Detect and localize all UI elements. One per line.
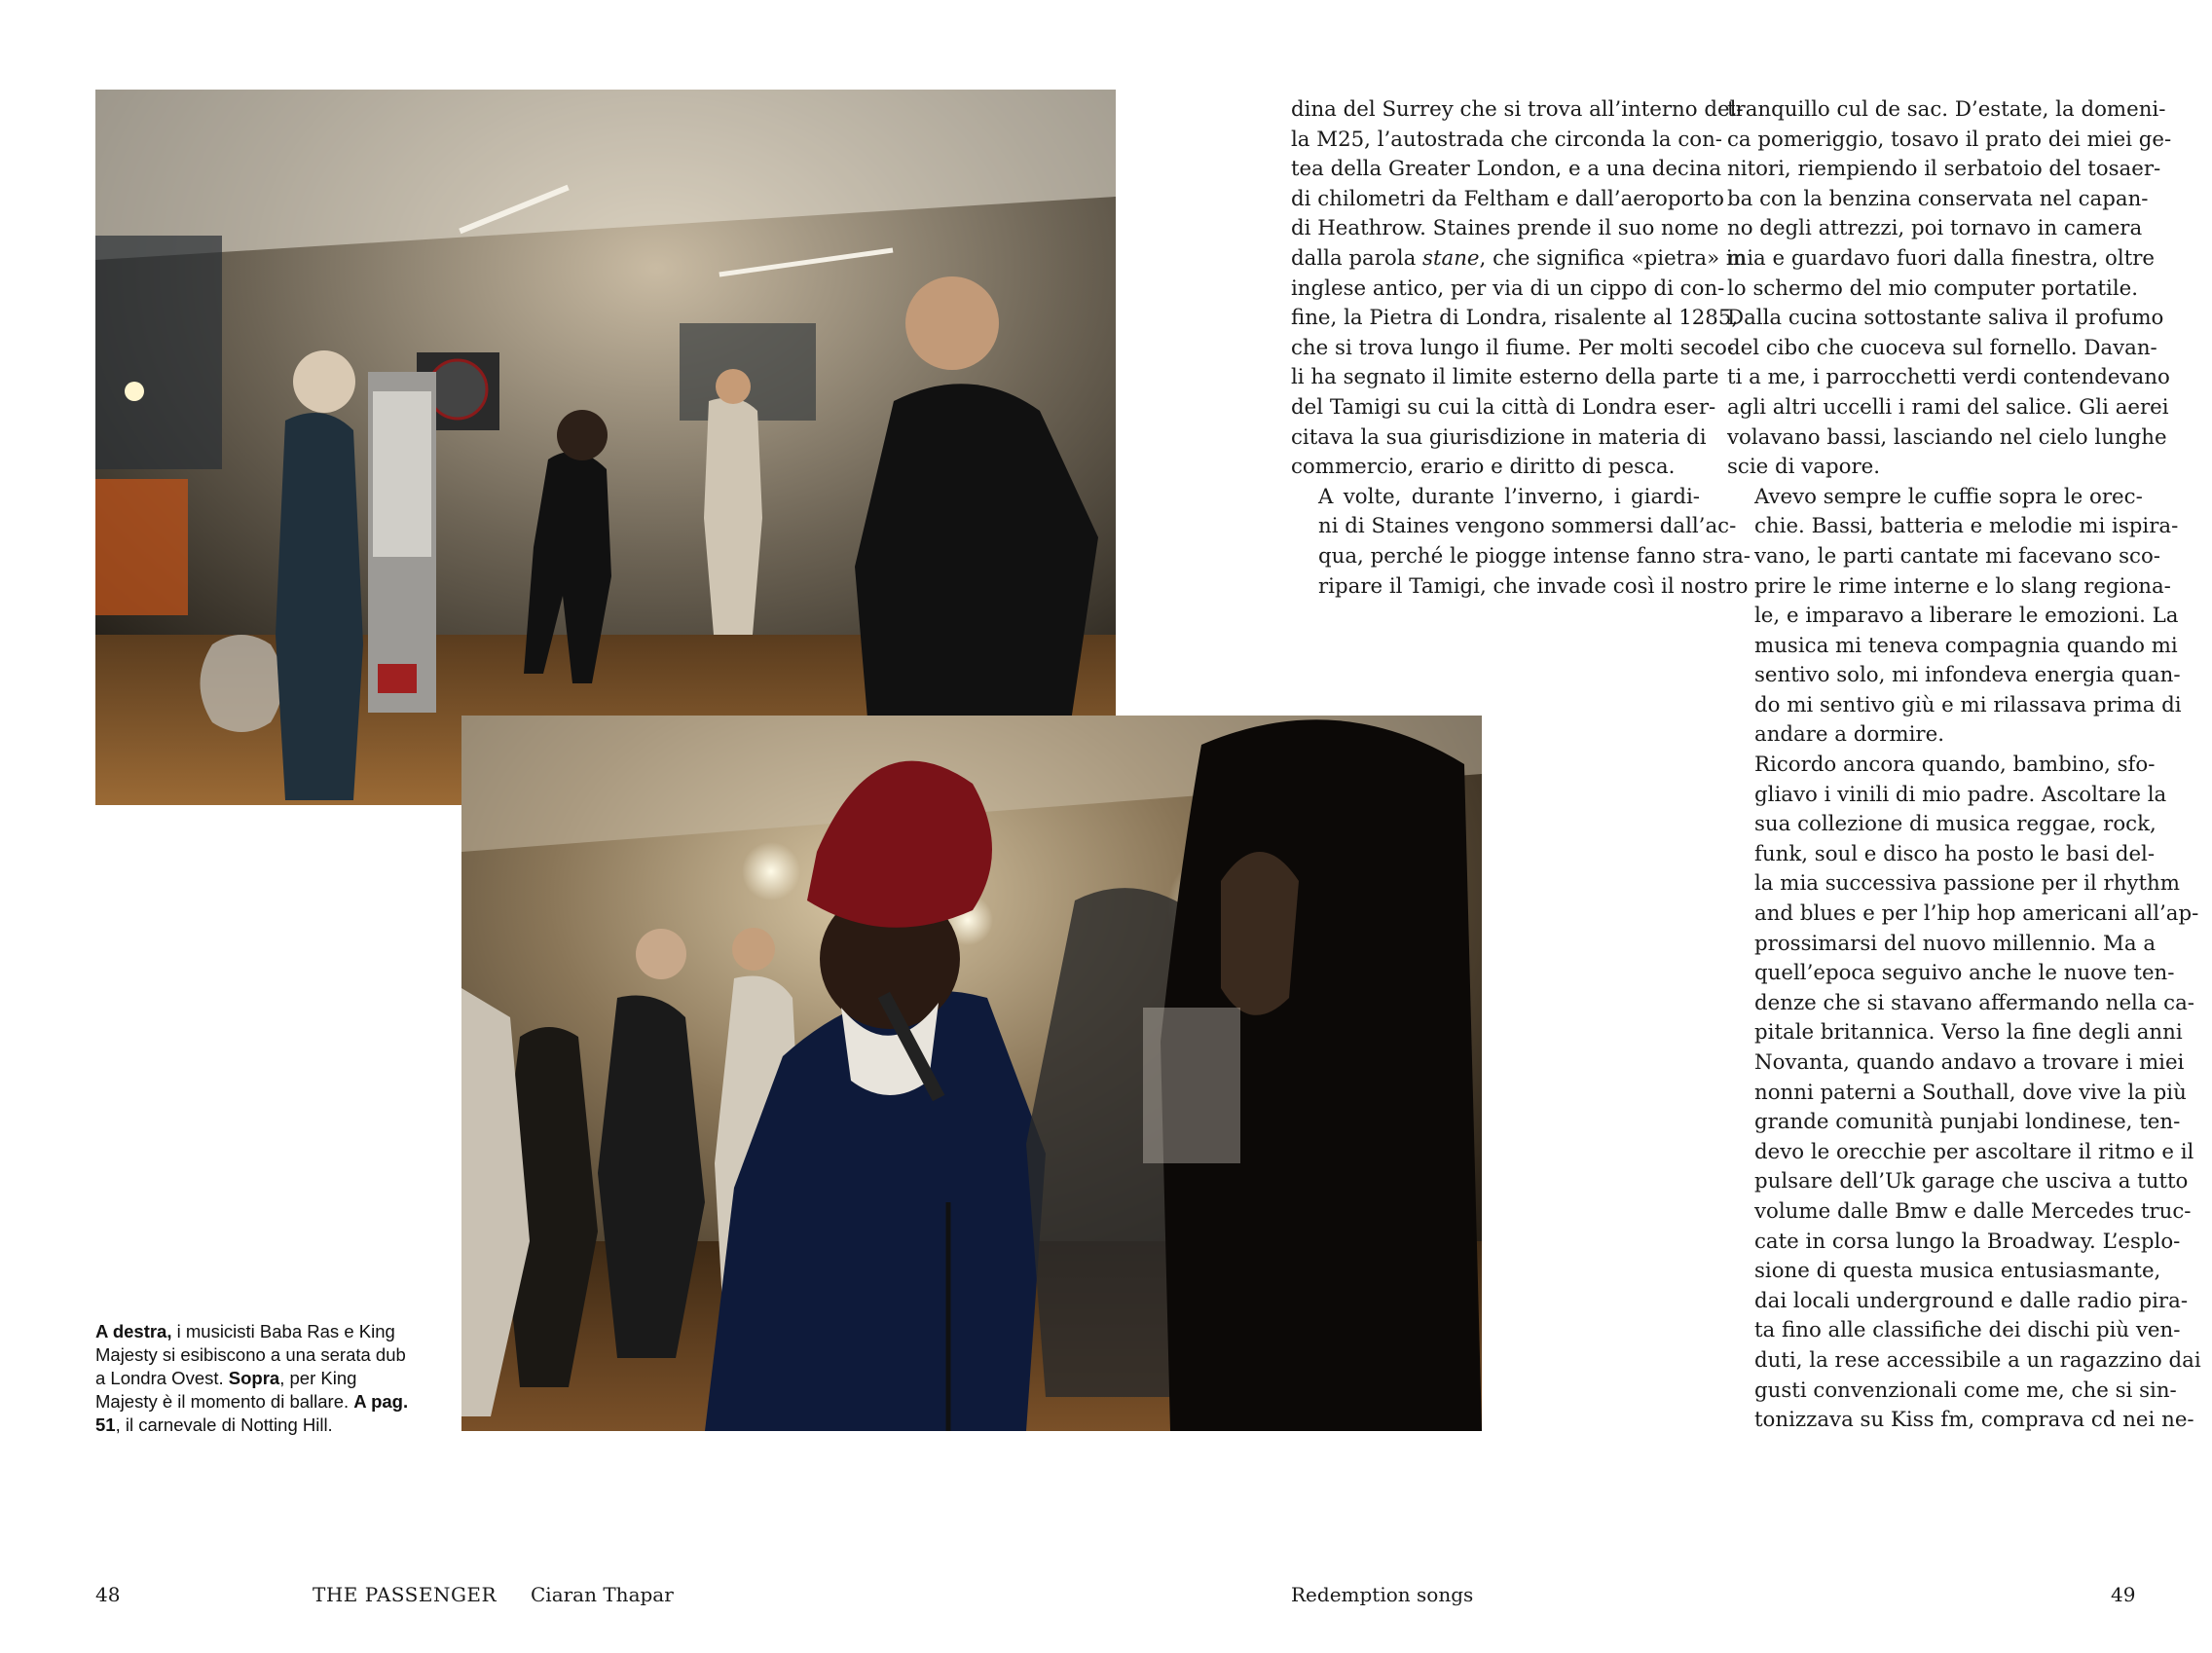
- text-line: che si trova lungo il fiume. Per molti seco-: [1291, 335, 1735, 360]
- text-line: pulsare dell’Uk garage che usciva a tutto: [1754, 1169, 2189, 1194]
- text-line: mia e guardavo fuori dalla finestra, oltre: [1727, 245, 2156, 271]
- text-line: vano, le parti cantate mi facevano sco-: [1754, 543, 2160, 569]
- text-line: dalla parola stane, che significa «pietra» in: [1291, 245, 1747, 271]
- caption-lead-above: Sopra: [228, 1368, 280, 1388]
- paragraph: [1291, 95, 1747, 483]
- text-line: ca pomeriggio, tosavo il prato dei miei ge-: [1727, 127, 2172, 152]
- text-line: commercio, erario e diritto di pesca.: [1291, 455, 1676, 480]
- caption-lead-right: A destra,: [95, 1321, 172, 1341]
- text-line: citava la sua giurisdizione in materia di: [1291, 424, 1707, 450]
- author-name: Ciaran Thapar: [531, 1583, 674, 1606]
- text-line: devo le orecchie per ascoltare il ritmo e il: [1754, 1139, 2194, 1164]
- text-line: quell’epoca seguivo anche le nuove ten-: [1754, 961, 2175, 986]
- text-line: prossimarsi del nuovo millennio. Ma a: [1754, 931, 2157, 956]
- text-line: le, e imparavo a liberare le emozioni. La: [1754, 604, 2179, 629]
- text-line: tranquillo cul de sac. D’estate, la domeni-: [1727, 97, 2166, 122]
- text-line: scie di vapore.: [1727, 455, 1880, 480]
- text-line: do mi sentivo giù e mi rilassava prima di: [1754, 692, 2182, 717]
- photo-singer-image: [461, 716, 1482, 1431]
- text-line: duti, la rese accessibile a un ragazzino dai: [1754, 1347, 2201, 1373]
- text-line: sentivo solo, mi infondeva energia quan-: [1754, 663, 2181, 688]
- magazine-name: THE PASSENGER: [313, 1583, 498, 1606]
- paragraph: [1291, 483, 1751, 602]
- text-line: chie. Bassi, batteria e melodie mi ispira-: [1754, 514, 2179, 539]
- caption-lead-page: A pag. 51: [95, 1391, 409, 1435]
- text-column-2: [1727, 95, 2201, 1436]
- text-line: la M25, l’autostrada che circonda la con-: [1291, 127, 1723, 152]
- text-line: ni di Staines vengono sommersi dall’ac-: [1318, 514, 1737, 539]
- text-line: cate in corsa lungo la Broadway. L’esplo-: [1754, 1229, 2181, 1254]
- text-line: sua collezione di musica reggae, rock,: [1754, 812, 2157, 837]
- page-number-right: 49: [2111, 1583, 2136, 1606]
- text-line: del cibo che cuoceva sul fornello. Davan-: [1727, 335, 2157, 360]
- text-line: li ha segnato il limite esterno della parte: [1291, 365, 1719, 390]
- paragraph: [1727, 751, 2201, 1436]
- text-line: la mia successiva passione per il rhythm: [1754, 871, 2180, 897]
- text-line: grande comunità punjabi londinese, ten-: [1754, 1110, 2181, 1135]
- text-line: lo schermo del mio computer portatile.: [1727, 276, 2138, 301]
- text-line: Novanta, quando andavo a trovare i miei: [1754, 1050, 2185, 1075]
- article-title: Redemption songs: [1291, 1583, 1474, 1606]
- text-line: musica mi teneva compagnia quando mi: [1754, 633, 2178, 658]
- text-line: gusti convenzionali come me, che si sin-: [1754, 1378, 2177, 1403]
- photo-dance-hall: [95, 90, 1116, 805]
- text-line: ba con la benzina conservata nel capan-: [1727, 186, 2149, 211]
- text-line: tonizzava su Kiss fm, comprava cd nei ne-: [1754, 1408, 2194, 1433]
- paragraph: [1727, 95, 2172, 483]
- photo-dance-hall-image: [95, 90, 1116, 805]
- text-column-1: [1291, 95, 1751, 602]
- text-line: inglese antico, per via di un cippo di con-: [1291, 276, 1725, 301]
- page-number-left: 48: [95, 1583, 121, 1606]
- text-line: ripare il Tamigi, che invade così il nostro: [1318, 573, 1749, 599]
- photo-caption: [95, 1320, 417, 1437]
- text-line: dai locali underground e dalle radio pira-: [1754, 1288, 2189, 1313]
- photo-singer: [461, 716, 1482, 1431]
- text-line: pitale britannica. Verso la fine degli anni: [1754, 1020, 2183, 1046]
- text-line: ti a me, i parrocchetti verdi contendevano: [1727, 365, 2170, 390]
- text-line: Ricordo ancora quando, bambino, sfo-: [1754, 753, 2156, 778]
- text-line: agli altri uccelli i rami del salice. Gli aerei: [1727, 394, 2169, 420]
- text-line: fine, la Pietra di Londra, risalente al 1285,: [1291, 306, 1739, 331]
- paragraph: [1727, 483, 2182, 751]
- caption-text-page: , il carnevale di Notting Hill.: [115, 1414, 333, 1435]
- text-line: ta fino alle classifiche dei dischi più ven-: [1754, 1318, 2181, 1343]
- text-line: Avevo sempre le cuffie sopra le orec-: [1754, 484, 2143, 509]
- text-line: andare a dormire.: [1754, 722, 1944, 748]
- text-line: sione di questa musica entusiasmante,: [1754, 1259, 2161, 1284]
- text-line: funk, soul e disco ha posto le basi del-: [1754, 841, 2156, 866]
- text-line: A volte, durante l’inverno, i giardi-: [1318, 484, 1700, 509]
- text-line: di Heathrow. Staines prende il suo nome: [1291, 216, 1719, 241]
- text-line: prire le rime interne e lo slang regiona-: [1754, 573, 2171, 599]
- text-line: volume dalle Bmw e dalle Mercedes truc-: [1754, 1198, 2192, 1224]
- text-line: tea della Greater London, e a una decina: [1291, 157, 1722, 182]
- text-line: volavano bassi, lasciando nel cielo lunghe: [1727, 424, 2167, 450]
- text-line: del Tamigi su cui la città di Londra eser-: [1291, 394, 1716, 420]
- text-line: gliavo i vinili di mio padre. Ascoltare la: [1754, 782, 2167, 807]
- text-line: and blues e per l’hip hop americani all’ap-: [1754, 901, 2199, 927]
- text-line: denze che si stavano affermando nella ca-: [1754, 990, 2194, 1015]
- text-line: nonni paterni a Southall, dove vive la più: [1754, 1080, 2187, 1105]
- text-line: dina del Surrey che si trova all’interno del-: [1291, 97, 1744, 122]
- text-line: qua, perché le piogge intense fanno stra-: [1318, 543, 1751, 569]
- text-line: nitori, riempiendo il serbatoio del tosaer-: [1727, 157, 2161, 182]
- text-line: di chilometri da Feltham e dall’aeroporto: [1291, 186, 1724, 211]
- text-line: no degli attrezzi, poi tornavo in camera: [1727, 216, 2143, 241]
- text-line: Dalla cucina sottostante saliva il profumo: [1727, 306, 2164, 331]
- caption-text-right: i musicisti Baba Ras e King Majesty si esibiscono a una serata dub a Londra Ovest.: [95, 1321, 406, 1388]
- caption-text-above: , per King Majesty è il momento di ballare.: [95, 1368, 357, 1412]
